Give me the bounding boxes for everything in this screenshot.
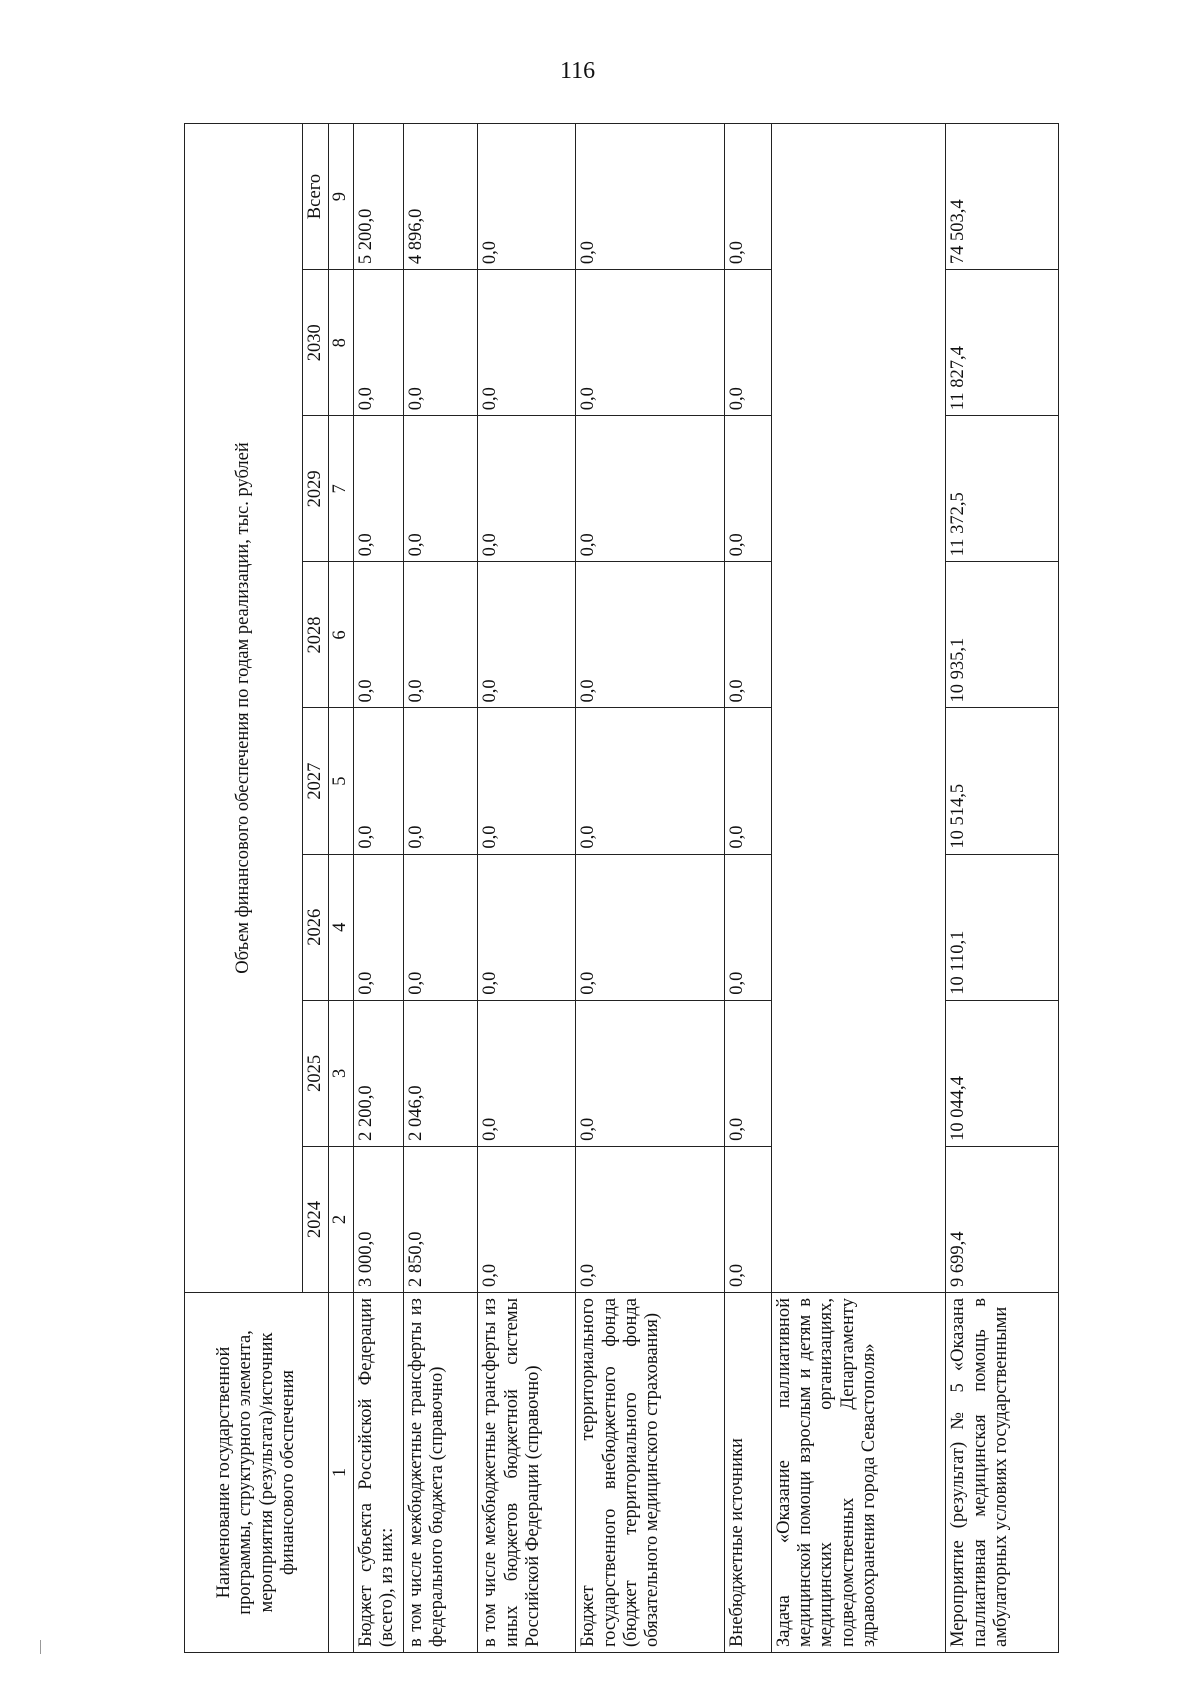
row-value: 5 200,0 bbox=[353, 124, 404, 270]
task-row bbox=[771, 124, 945, 1653]
table-row bbox=[353, 124, 404, 1653]
row-value: 4 896,0 bbox=[404, 124, 478, 270]
task-name: Задача «Оказание паллиативной медицинской помощи взрослым и детям в медицинских организациях, подведомственных Департаменту здравоохранения города Севастополя» bbox=[771, 1293, 945, 1653]
col-number: 2 bbox=[329, 1146, 353, 1292]
year-header: Всего bbox=[303, 124, 329, 270]
row-value: 0,0 bbox=[576, 854, 725, 1000]
year-header: 2030 bbox=[303, 270, 329, 416]
col-number: 1 bbox=[329, 1293, 353, 1653]
row-value: 0,0 bbox=[725, 416, 772, 562]
event-value: 10 044,4 bbox=[946, 1000, 1059, 1146]
event-value: 11 827,4 bbox=[946, 270, 1059, 416]
row-value: 0,0 bbox=[353, 708, 404, 854]
row-value: 0,0 bbox=[478, 124, 576, 270]
row-value: 0,0 bbox=[353, 416, 404, 562]
row-value: 0,0 bbox=[478, 562, 576, 708]
row-value: 0,0 bbox=[404, 854, 478, 1000]
row-value: 0,0 bbox=[576, 416, 725, 562]
row-value: 0,0 bbox=[576, 708, 725, 854]
row-value: 3 000,0 bbox=[353, 1146, 404, 1292]
row-name: в том числе межбюджетные трансферты из иных бюджетов бюджетной системы Российской Федерации (справочно) bbox=[478, 1293, 576, 1653]
row-value: 0,0 bbox=[404, 708, 478, 854]
table-wrapper bbox=[184, 123, 1059, 1653]
row-value: 0,0 bbox=[353, 854, 404, 1000]
row-value: 0,0 bbox=[353, 270, 404, 416]
row-name: в том числе межбюджетные трансферты из федерального бюджета (справочно) bbox=[404, 1293, 478, 1653]
row-value: 0,0 bbox=[478, 1000, 576, 1146]
event-row bbox=[946, 124, 1059, 1653]
year-header: 2026 bbox=[303, 854, 329, 1000]
event-value: 9 699,4 bbox=[946, 1146, 1059, 1292]
row-value: 0,0 bbox=[576, 124, 725, 270]
row-value: 0,0 bbox=[725, 1146, 772, 1292]
event-name: Мероприятие (результат) № 5 «Оказана паллиативная медицинская помощь в амбулаторных условиях государственными bbox=[946, 1293, 1059, 1653]
year-header: 2029 bbox=[303, 416, 329, 562]
financing-table bbox=[184, 123, 1059, 1653]
row-value: 0,0 bbox=[478, 416, 576, 562]
row-value: 0,0 bbox=[478, 270, 576, 416]
event-value: 11 372,5 bbox=[946, 416, 1059, 562]
year-header: 2025 bbox=[303, 1000, 329, 1146]
event-value: 10 935,1 bbox=[946, 562, 1059, 708]
table-row bbox=[478, 124, 576, 1653]
col-number: 4 bbox=[329, 854, 353, 1000]
row-value: 0,0 bbox=[478, 1146, 576, 1292]
row-value: 0,0 bbox=[725, 854, 772, 1000]
row-name: Внебюджетные источники bbox=[725, 1293, 772, 1653]
row-value: 0,0 bbox=[478, 854, 576, 1000]
table-row bbox=[404, 124, 478, 1653]
row-name: Бюджет территориального государственного внебюджетного фонда (бюджет территориального фонда обязательного медицинского страхования) bbox=[576, 1293, 725, 1653]
col-number: 8 bbox=[329, 270, 353, 416]
row-value: 0,0 bbox=[404, 416, 478, 562]
row-value: 2 200,0 bbox=[353, 1000, 404, 1146]
year-header: 2024 bbox=[303, 1146, 329, 1292]
col-number: 5 bbox=[329, 708, 353, 854]
col-number: 7 bbox=[329, 416, 353, 562]
row-value: 0,0 bbox=[576, 270, 725, 416]
row-value: 0,0 bbox=[725, 124, 772, 270]
col-number: 6 bbox=[329, 562, 353, 708]
row-value: 0,0 bbox=[576, 1000, 725, 1146]
col-number: 3 bbox=[329, 1000, 353, 1146]
event-value: 74 503,4 bbox=[946, 124, 1059, 270]
row-value: 0,0 bbox=[725, 562, 772, 708]
row-value: 2 850,0 bbox=[404, 1146, 478, 1292]
year-header: 2028 bbox=[303, 562, 329, 708]
page-number: 116 bbox=[560, 58, 596, 84]
header-name: Наименование государственной программы, структурного элемента, мероприятия (результата)/источник финансового обеспечения bbox=[185, 1293, 329, 1653]
row-value: 0,0 bbox=[404, 562, 478, 708]
row-value: 0,0 bbox=[725, 708, 772, 854]
row-value: 0,0 bbox=[353, 562, 404, 708]
row-value: 0,0 bbox=[576, 1146, 725, 1292]
task-empty-cell bbox=[771, 124, 945, 1293]
event-value: 10 110,1 bbox=[946, 854, 1059, 1000]
table-row bbox=[725, 124, 772, 1653]
header-volume: Объем финансового обеспечения по годам реализации, тыс. рублей bbox=[185, 124, 303, 1293]
row-name: Бюджет субъекта Российской Федерации (всего), из них: bbox=[353, 1293, 404, 1653]
row-value: 0,0 bbox=[725, 270, 772, 416]
row-value: 0,0 bbox=[404, 270, 478, 416]
row-value: 2 046,0 bbox=[404, 1000, 478, 1146]
row-value: 0,0 bbox=[478, 708, 576, 854]
col-number: 9 bbox=[329, 124, 353, 270]
event-value: 10 514,5 bbox=[946, 708, 1059, 854]
row-value: 0,0 bbox=[725, 1000, 772, 1146]
table-row bbox=[576, 124, 725, 1653]
year-header: 2027 bbox=[303, 708, 329, 854]
row-value: 0,0 bbox=[576, 562, 725, 708]
